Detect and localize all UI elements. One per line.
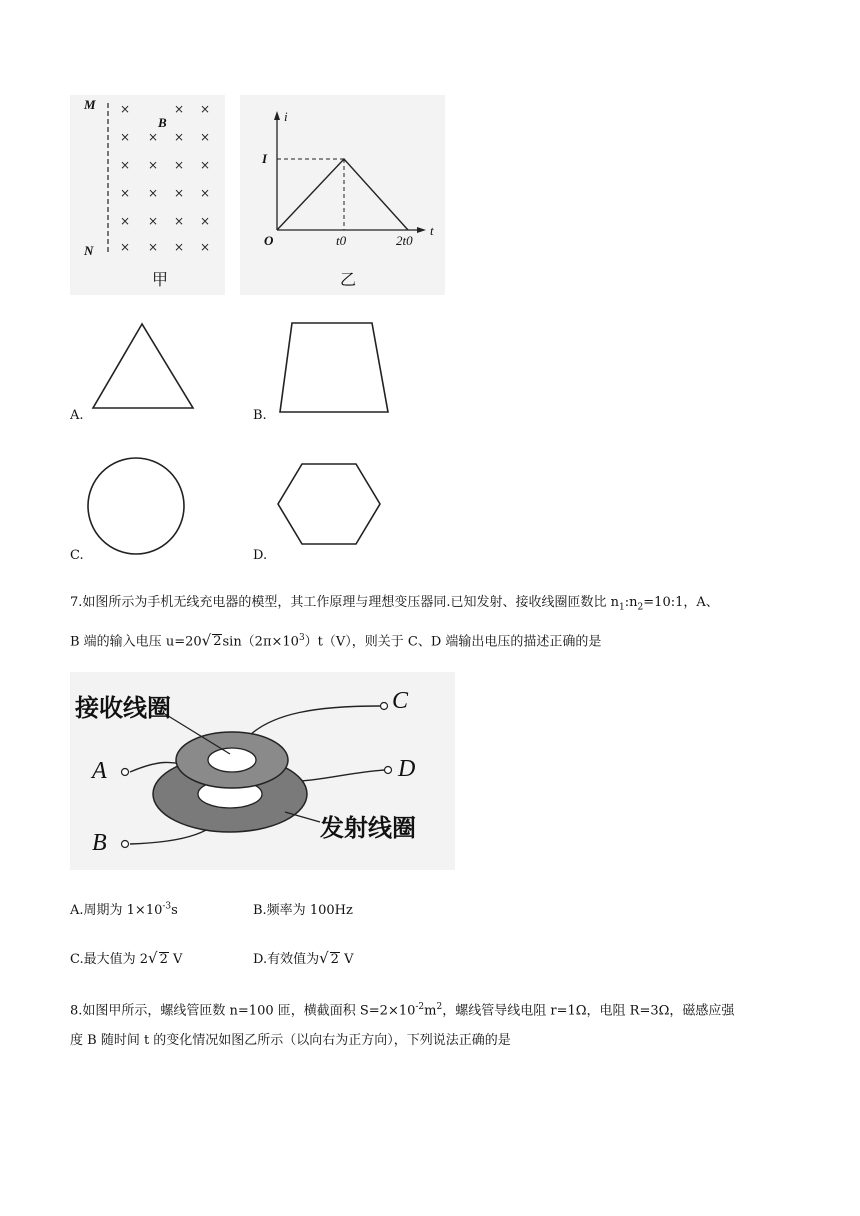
receive-coil-label: 接收线圈 xyxy=(75,694,171,722)
question-8-text: 8.如图甲所示，螺线管匝数 n=100 匝，横截面积 $S=2\times 10^{-2}m^2$，螺线管导线电阻 r=1Ω，电阻 R=3Ω，磁感应强 度 B 随时间 t 的变化情况如图乙所示（以向右为正方向），下列说法正确的是 xyxy=(70,1002,735,1049)
caption-yi: 乙 xyxy=(340,270,357,289)
option-d-shape xyxy=(270,458,385,554)
option-b-label[interactable]: B. xyxy=(253,408,267,423)
field-cross: × xyxy=(120,186,131,200)
option-c-shape xyxy=(82,452,190,564)
field-cross: × xyxy=(148,186,159,200)
field-cross: × xyxy=(148,158,159,172)
caption-jia: 甲 xyxy=(152,270,169,289)
field-cross: × xyxy=(148,240,159,254)
field-cross: × xyxy=(174,214,185,228)
field-cross: × xyxy=(174,102,185,116)
terminal-A: A xyxy=(92,758,107,784)
terminal-D: D xyxy=(398,756,416,782)
field-cross: × xyxy=(200,240,211,254)
option-d-label[interactable]: D. xyxy=(253,548,268,563)
field-cross: × xyxy=(200,158,211,172)
label-O: O xyxy=(264,233,274,248)
field-diagram xyxy=(70,95,225,295)
option-b-shape xyxy=(268,315,398,421)
option-a-label[interactable]: A. xyxy=(70,408,84,423)
field-cross: × xyxy=(148,214,159,228)
current-graph xyxy=(240,95,445,295)
field-cross: × xyxy=(200,102,211,116)
label-M: M xyxy=(84,97,96,112)
field-cross: × xyxy=(200,186,211,200)
field-cross: × xyxy=(120,240,131,254)
field-cross: × xyxy=(174,186,185,200)
label-B: B xyxy=(158,115,167,130)
label-t0: t0 xyxy=(336,233,347,248)
emit-coil-label: 发射线圈 xyxy=(320,814,416,842)
axis-i: i xyxy=(284,109,288,124)
q7-option-b[interactable]: B.频率为 100Hz xyxy=(253,903,353,918)
field-cross: × xyxy=(120,158,131,172)
terminal-B: B xyxy=(92,830,107,856)
field-cross: × xyxy=(200,130,211,144)
terminal-C: C xyxy=(392,688,409,714)
field-cross: × xyxy=(120,214,131,228)
field-cross: × xyxy=(174,240,185,254)
q7-option-d[interactable]: D.有效值为√ 2 V xyxy=(253,949,354,967)
option-a-shape xyxy=(85,318,200,417)
field-cross: × xyxy=(120,130,131,144)
figure-yi xyxy=(240,95,445,295)
question-7-text: 7.如图所示为手机无线充电器的模型，其工作原理与理想变压器同.已知发射、接收线圈匝数比 $n_1:n_2=10:1$，A、 B 端的输入电压 u=20√ $2\sin(2\pi\times 10^3)t(V)$，则关于 C、D 端输出电压的描述正确的是 xyxy=(70,595,719,649)
axis-t: t xyxy=(430,223,434,238)
label-I: I xyxy=(262,151,268,166)
figure-jia xyxy=(70,95,225,295)
q7-option-a[interactable]: A.周期为 $1\times 10^{-3}s$ xyxy=(70,901,178,918)
q7-option-c[interactable]: C.最大值为 2√ 2 V xyxy=(70,949,183,967)
field-cross: × xyxy=(148,130,159,144)
label-N: N xyxy=(84,243,94,258)
option-c-label[interactable]: C. xyxy=(70,548,84,563)
label-2t0: 2t0 xyxy=(396,233,413,248)
field-cross: × xyxy=(120,102,131,116)
figure-coils xyxy=(70,672,455,870)
field-cross: × xyxy=(174,158,185,172)
field-cross: × xyxy=(200,214,211,228)
field-cross: × xyxy=(174,130,185,144)
